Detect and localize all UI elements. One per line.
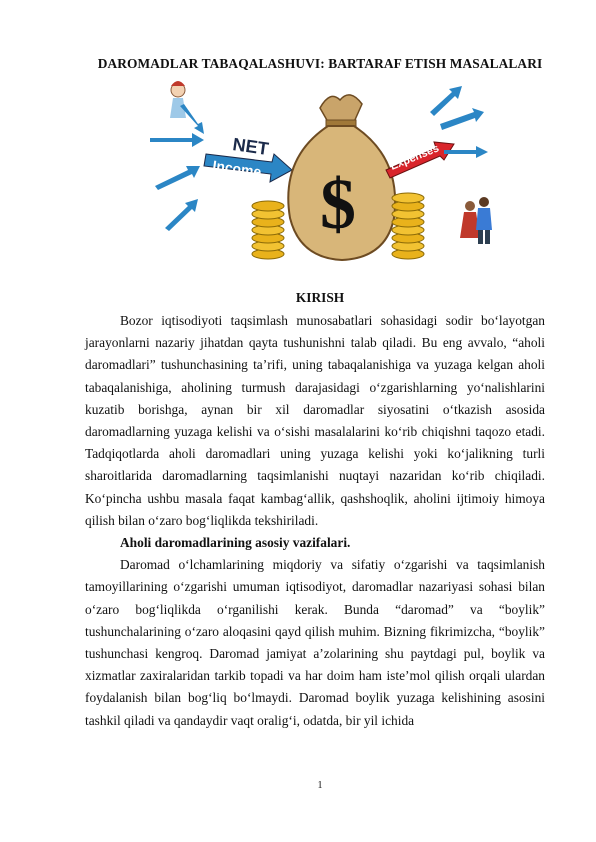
income-expenses-illustration (140, 78, 560, 268)
paragraph: Bozor iqtisodiyoti taqsimlash munosabatlari sohasidagi sodir boʻlayotgan jarayonlarni nazariy jihatdan qayta tushunishni talab qiladi. Bu eng avvalo, “aholi daromadlari” tushunchasining ta’rifi, uning tabaqalanishiga va yuzaga kelgan aholi tabaqalanishiga, aholining turmush darajasidagi oʻzgarishlarning yoʻnalishlarini kuzatib borishga, aynan bir xil daromadlar siyosatini oʻtkazish asosida daromadlarning yuzaga kelishi va oʻsishi masalalarini koʻrib chiqishni taqozo etadi. Tadqiqotlarda aholi daromadlari uning yuzaga kelishi yoki koʻjalikning turli sharoitlarida daromadlarning taqsimlanishi nuqtayi nazaridan koʻrib chiqiladi. Koʻpincha ushbu masala faqat kambagʻallik, qashshoqlik, aholini ijtimoiy himoya qilish bilan oʻzaro bogʻliqlikda tekshiriladi. (85, 313, 545, 528)
section-title: KIRISH (295, 290, 345, 305)
expenses-label: Expenses (388, 142, 441, 173)
couple-icon (460, 197, 492, 244)
subheading: Aholi daromadlarining asosiy vazifalari. (120, 535, 351, 551)
left-coin-stack-icon (252, 201, 284, 259)
body-text (85, 310, 545, 732)
dollar-sign-icon: $ (320, 164, 356, 244)
income-label: Income (211, 157, 263, 180)
right-coin-stack-icon (392, 193, 424, 259)
left-arrows-icon (150, 104, 204, 231)
net-label: NET (231, 134, 270, 159)
expenses-sign (386, 142, 454, 178)
document-title: DAROMADLAR TABAQALASHUVI: BARTARAF ETISH MASALALARI (97, 56, 543, 71)
thinking-person-icon (170, 81, 186, 118)
paragraph: Daromad oʻlchamlarining miqdoriy va sifatiy oʻzgarishi va taqsimlanish tamoyillarining oʻzgarishi umuman iqtisodiyot, daromadlar nazariyasi sohasi bilan oʻzaro bogʻliqlikda oʻrganilishi kerak. Bunda “daromad” va “boylik” tushunchalarining oʻzaro aloqasini qayd qilish muhim. Bizning fikrimizcha, “boylik” tushunchasi kengroq. Daromad jamiyat a’zolarining shu paytdagi pul, boylik va xizmatlar zaxiralaridan tarkib topadi va har doim ham iste’mol qilish orqali ulardan foydalanish bilan bogʻliq boʻlmaydi. Daromad boylik yuzaga kelishining asosini tashkil qiladi va qandaydir vaqt oraligʻi, odatda, bir yil ichida (85, 557, 545, 728)
net-income-sign (204, 134, 292, 182)
money-bag-icon (288, 95, 395, 260)
page-number: 1 (317, 780, 323, 791)
